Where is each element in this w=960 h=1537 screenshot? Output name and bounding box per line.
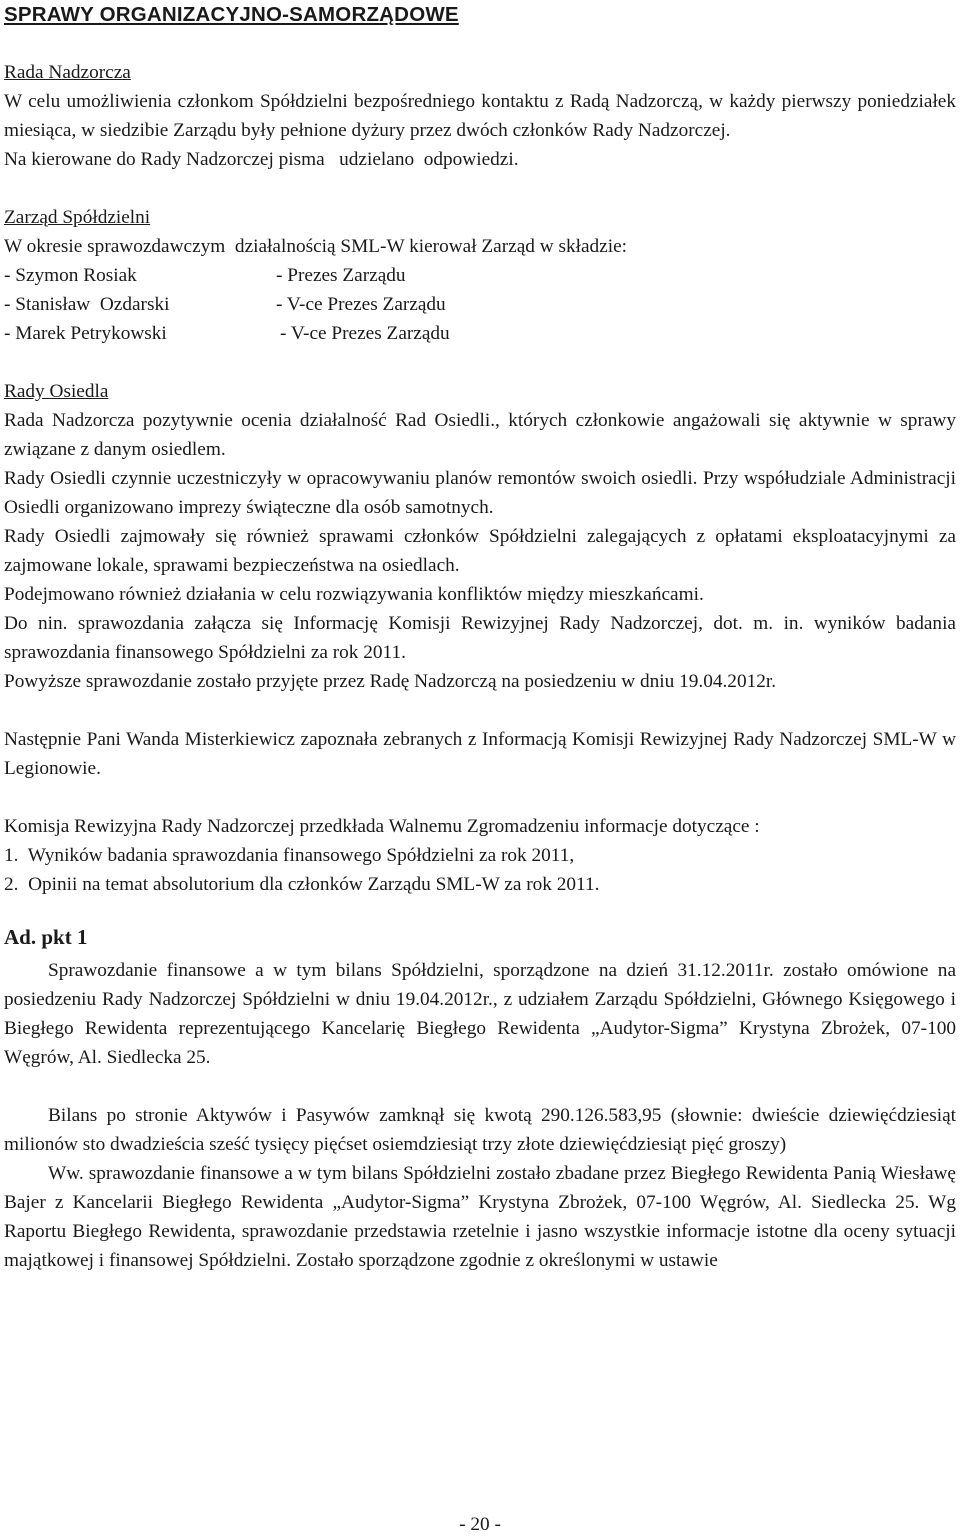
zarzad-intro: W okresie sprawozdawczym działalnością SML-W kierował Zarząd w składzie: xyxy=(4,236,628,257)
rady-osiedla-paragraph: Podejmowano również działania w celu rozwiązywania konfliktów między mieszkańcami. xyxy=(4,584,704,605)
rada-nadzorcza-section xyxy=(4,58,956,174)
ad-pkt-paragraph: Sprawozdanie finansowe a w tym bilans Spółdzielni, sporządzone na dzień 31.12.2011r. zostało omówione na posiedzeniu Rady Nadzorczej Spółdzielni w dniu 19.04.2012r., z udziałem Zarządu Spółdzielni, Głównego Księgowego i Biegłego Rewidenta reprezentującego Kancelarię Biegłego Rewidenta „Audytor-Sigma” Krystyna Zbrożek, 07-100 Węgrów, Al. Siedlecka 25. xyxy=(4,960,956,1068)
zarzad-heading: Zarząd Spółdzielni xyxy=(4,207,151,228)
rady-osiedla-paragraph: Powyższe sprawozdanie zostało przyjęte przez Radę Nadzorczą na posiedzeniu w dniu 19.04.2012r. xyxy=(4,671,777,692)
board-member-name: - Szymon Rosiak xyxy=(4,265,137,286)
board-member-role: - V-ce Prezes Zarządu xyxy=(276,294,446,315)
board-member-row xyxy=(4,319,956,348)
page-number: - 20 - xyxy=(459,1514,501,1535)
komisja-intro: Komisja Rewizyjna Rady Nadzorczej przedkłada Walnemu Zgromadzeniu informacje dotyczące : xyxy=(4,816,760,837)
rady-osiedla-heading: Rady Osiedla xyxy=(4,381,109,402)
rady-osiedla-section xyxy=(4,377,956,696)
rada-nadzorcza-paragraph-2: Na kierowane do Rady Nadzorczej pisma udzielano odpowiedzi. xyxy=(4,149,519,170)
rada-nadzorcza-heading: Rada Nadzorcza xyxy=(4,62,131,83)
board-member-row xyxy=(4,261,956,290)
board-member-name: - Marek Petrykowski xyxy=(4,323,167,344)
ad-pkt-section xyxy=(4,923,956,1275)
komisja-list-item: 1. Wyników badania sprawozdania finansowego Spółdzielni za rok 2011, xyxy=(4,845,575,866)
nastepnie-paragraph: Następnie Pani Wanda Misterkiewicz zapoznała zebranych z Informacją Komisji Rewizyjnej Rady Nadzorczej SML-W w Legionowie. xyxy=(4,729,956,779)
board-member-role: - Prezes Zarządu xyxy=(276,265,406,286)
ad-pkt-heading: Ad. pkt 1 xyxy=(4,925,88,949)
rady-osiedla-paragraph: Rady Osiedli czynnie uczestniczyły w opracowywaniu planów remontów swoich osiedli. Przy współudziale Administracji Osiedli organizowano imprezy świąteczne dla osób samotnych. xyxy=(4,468,956,518)
board-member-row xyxy=(4,290,956,319)
rady-osiedla-paragraph: Rady Osiedli zajmowały się również sprawami członków Spółdzielni zalegających z opłatami eksploatacyjnymi za zajmowane lokale, sprawami bezpieczeństwa na osiedlach. xyxy=(4,526,956,576)
rady-osiedla-paragraph: Do nin. sprawozdania załącza się Informację Komisji Rewizyjnej Rady Nadzorczej, dot. m. in. wyników badania sprawozdania finansowego Spółdzielni za rok 2011. xyxy=(4,613,956,663)
rady-osiedla-paragraph: Rada Nadzorcza pozytywnie ocenia działalność Rad Osiedli., których członkowie angażowali się aktywnie w sprawy związane z danym osiedlem. xyxy=(4,410,956,460)
rada-nadzorcza-paragraph: W celu umożliwienia członkom Spółdzielni bezpośredniego kontaktu z Radą Nadzorczą, w każdy pierwszy poniedziałek miesiąca, w siedzibie Zarządu były pełnione dyżury przez dwóch członków Rady Nadzorczej. xyxy=(4,91,956,141)
zarzad-section xyxy=(4,203,956,348)
komisja-section xyxy=(4,812,956,899)
board-member-role: - V-ce Prezes Zarządu xyxy=(280,323,450,344)
komisja-list-item: 2. Opinii na temat absolutorium dla członków Zarządu SML-W za rok 2011. xyxy=(4,874,600,895)
section-title: SPRAWY ORGANIZACYJNO-SAMORZĄDOWE xyxy=(4,3,459,26)
document-page xyxy=(4,0,956,1275)
ad-pkt-paragraph: Bilans po stronie Aktywów i Pasywów zamknął się kwotą 290.126.583,95 (słownie: dwieście dziewięćdziesiąt milionów sto dwadzieścia sześć tysięcy pięćset osiemdziesiąt trzy złote dziewięćdziesiąt pięć groszy) xyxy=(4,1105,956,1155)
board-member-name: - Stanisław Ozdarski xyxy=(4,294,170,315)
ad-pkt-paragraph: Ww. sprawozdanie finansowe a w tym bilans Spółdzielni zostało zbadane przez Biegłego Rewidenta Panią Wiesławę Bajer z Kancelarii Biegłego Rewidenta „Audytor-Sigma” Krystyna Zbrożek, 07-100 Węgrów, Al. Siedlecka 25. Wg Raportu Biegłego Rewidenta, sprawozdanie przedstawia rzetelnie i jasno wszystkie informacje istotne dla oceny sytuacji majątkowej i finansowej Spółdzielni. Zostało sporządzone zgodnie z określonymi w ustawie xyxy=(4,1163,956,1271)
